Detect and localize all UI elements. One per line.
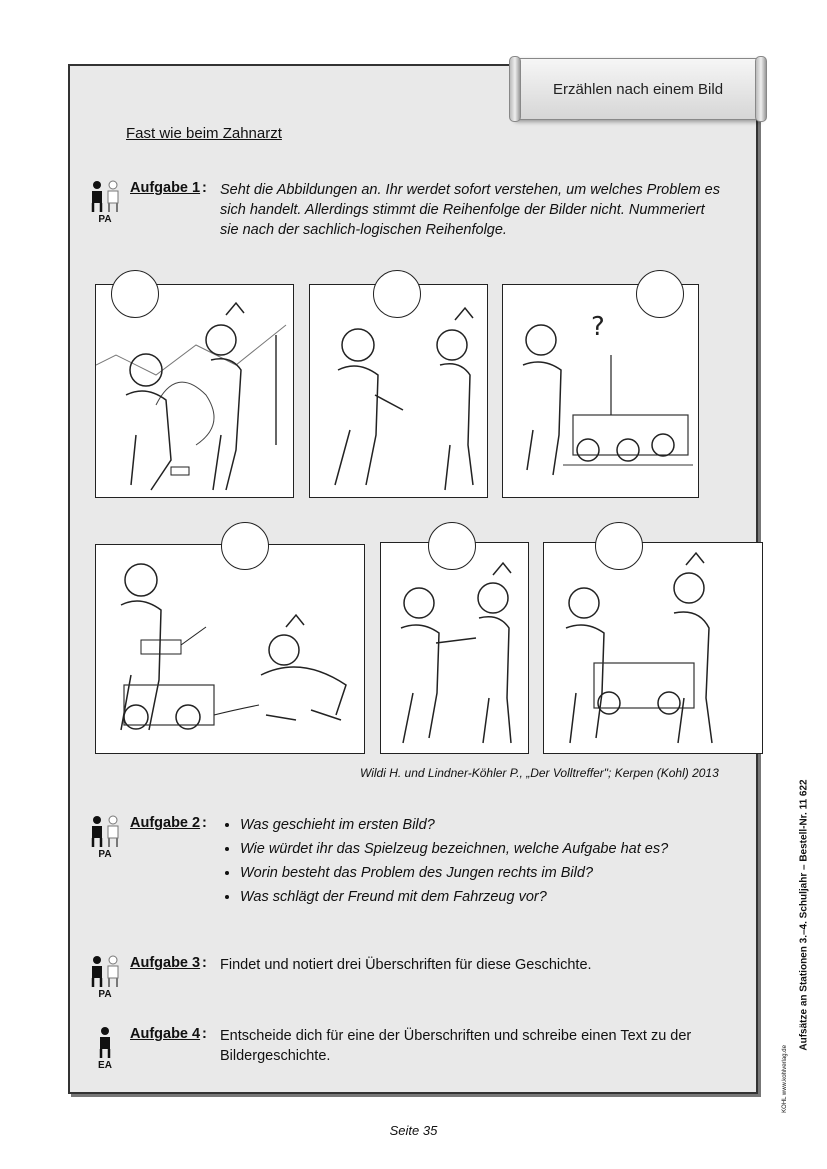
task-text: Findet und notiert drei Überschriften für diese Geschichte. bbox=[220, 957, 592, 973]
task-text: Entscheide dich für eine der Überschriften und schreibe einen Text zu der Bildergeschichte. bbox=[220, 1028, 692, 1064]
task-code: PA bbox=[98, 849, 112, 860]
number-circle-1[interactable] bbox=[111, 270, 159, 318]
number-circle-6[interactable] bbox=[595, 522, 643, 570]
picture-panel-6 bbox=[543, 542, 763, 754]
number-circle-4[interactable] bbox=[221, 522, 269, 570]
picture-panel-4 bbox=[95, 544, 365, 754]
number-circle-2[interactable] bbox=[373, 270, 421, 318]
side-text: Aufsätze an Stationen 3.–4. Schuljahr – Bestell-Nr. 11 622 bbox=[798, 779, 810, 1051]
pair-work-icon bbox=[88, 180, 122, 228]
publisher-logo bbox=[772, 1045, 798, 1113]
task-label: Aufgabe 1 bbox=[130, 180, 201, 196]
picture-panel-5 bbox=[380, 542, 529, 754]
task-text: Seht die Abbildungen an. Ihr werdet sofort verstehen, um welches Problem es sich handelt. Allerdings stimmt die Reihenfolge der Bilder nicht. Nummeriert sie nach der sachlich-logischen Reihenfolge. bbox=[220, 182, 720, 238]
question-mark: ? bbox=[591, 312, 605, 342]
single-work-icon bbox=[88, 1026, 122, 1074]
banner-title: Erzählen nach einem Bild bbox=[552, 80, 724, 98]
pair-work-icon bbox=[88, 815, 122, 863]
task-code: PA bbox=[98, 214, 112, 225]
question-item: • Wie würdet ihr das Spielzeug bezeichnen, welche Aufgabe hat es? bbox=[240, 839, 720, 859]
pair-work-icon bbox=[88, 955, 122, 1003]
question-item: • Was schlägt der Freund mit dem Fahrzeug vor? bbox=[240, 887, 720, 907]
question-item: • Worin besteht das Problem des Jungen rechts im Bild? bbox=[240, 863, 720, 883]
number-circle-5[interactable] bbox=[428, 522, 476, 570]
task-label: Aufgabe 2 bbox=[130, 815, 201, 831]
story-title: Fast wie beim Zahnarzt bbox=[126, 125, 282, 142]
task-label: Aufgabe 3 bbox=[130, 955, 201, 971]
task-label: Aufgabe 4 bbox=[130, 1026, 201, 1042]
task-code: PA bbox=[98, 989, 112, 1000]
title-banner bbox=[514, 58, 762, 120]
image-credit: Wildi H. und Lindner-Köhler P., „Der Volltreffer"; Kerpen (Kohl) 2013 bbox=[360, 766, 719, 780]
picture-panel-3 bbox=[502, 284, 699, 498]
task-questions bbox=[220, 815, 720, 911]
side-order-info bbox=[791, 770, 817, 1060]
question-item: • Was geschieht im ersten Bild? bbox=[240, 815, 720, 835]
logo-text: KOHL www.kohlverlag.de bbox=[782, 1045, 788, 1113]
page-number: Seite 35 bbox=[389, 1123, 438, 1138]
task-code: EA bbox=[98, 1060, 112, 1071]
number-circle-3[interactable] bbox=[636, 270, 684, 318]
